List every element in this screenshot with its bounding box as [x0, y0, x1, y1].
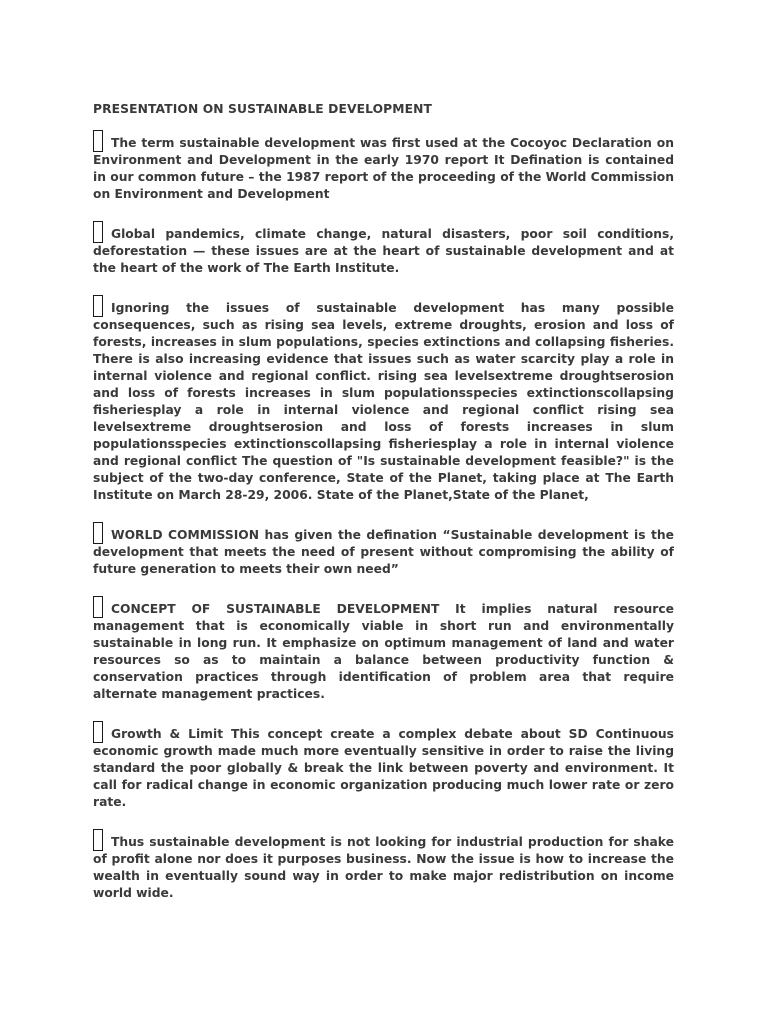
paragraph-text: Ignoring the issues of sustainable development has many possible consequences, such as rising sea levels, extreme droughts, erosion and loss of forests, increases in slum populations, species extinctions and collapsing fisheries. There is also increasing evidence that issues such as water scarcity play a role in internal violence and regional conflict. rising sea levelsextreme droughtserosion and loss of forests increases in slum populationsspecies extinctionscollapsing fisheriesplay a role in internal violence and regional conflict rising sea levelsextreme droughtserosion and loss of forests increases in slum populationsspecies extinctionscollapsing fisheriesplay a role in internal violence and regional conflict The question of "Is sustainable development feasible?" is the subject of the two-day conference, State of the Planet, taking place at The Earth Institute on March 28-29, 2006. State of the Planet,State of the Planet, — [93, 301, 674, 502]
paragraph-1 — [93, 130, 674, 203]
paragraph-7 — [93, 829, 674, 902]
paragraph-2 — [93, 221, 674, 277]
paragraph-text: The term sustainable development was first used at the Cocoyoc Declaration on Environment and Development in the early 1970 report It Defination is contained in our common future – the 1987 report of the proceeding of the World Commission on Environment and Development — [93, 136, 674, 201]
empty-box-bullet-icon — [93, 295, 103, 317]
paragraph-text: WORLD COMMISSION has given the defination “Sustainable development is the development that meets the need of present without compromising the ability of future generation to meets their own need” — [93, 528, 674, 576]
paragraph-6 — [93, 721, 674, 811]
paragraph-4 — [93, 522, 674, 578]
document-page — [93, 99, 674, 920]
paragraph-text: Growth & Limit This concept create a complex debate about SD Continuous economic growth made much more eventually sensitive in order to raise the living standard the poor globally & break the link between poverty and environment. It call for radical change in economic organization producing much lower rate or zero rate. — [93, 727, 674, 809]
empty-box-bullet-icon — [93, 221, 103, 243]
empty-box-bullet-icon — [93, 596, 103, 618]
empty-box-bullet-icon — [93, 721, 103, 743]
paragraph-text: Thus sustainable development is not looking for industrial production for shake of profit alone nor does it purposes business. Now the issue is how to increase the wealth in eventually sound way in order to make major redistribution on income world wide. — [93, 835, 674, 900]
paragraph-3 — [93, 295, 674, 504]
paragraph-text: Global pandemics, climate change, natural disasters, poor soil conditions, deforestation — these issues are at the heart of sustainable development and at the heart of the work of The Earth Institute. — [93, 227, 674, 275]
paragraph-text: CONCEPT OF SUSTAINABLE DEVELOPMENT It implies natural resource management that is economically viable in short run and environmentally sustainable in long run. It emphasize on optimum management of land and water resources so as to maintain a balance between productivity function & conservation practices through identification of problem area that require alternate management practices. — [93, 602, 674, 701]
document-title: PRESENTATION ON SUSTAINABLE DEVELOPMENT — [93, 102, 432, 116]
paragraph-5 — [93, 596, 674, 703]
empty-box-bullet-icon — [93, 522, 103, 544]
empty-box-bullet-icon — [93, 130, 103, 152]
empty-box-bullet-icon — [93, 829, 103, 851]
